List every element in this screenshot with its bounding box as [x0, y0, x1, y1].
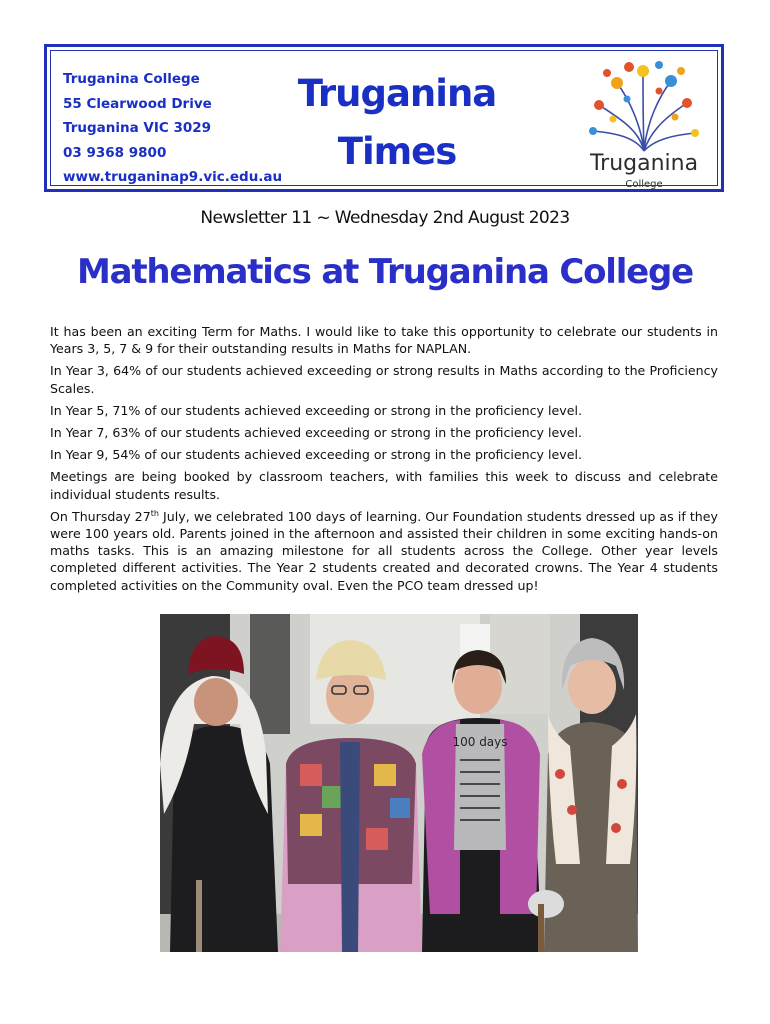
- article-text: On Thursday 27: [50, 508, 151, 524]
- address-website[interactable]: www.truganinap9.vic.edu.au: [63, 169, 283, 185]
- article-body: [50, 323, 718, 599]
- shirt-text: 100 days: [452, 735, 508, 749]
- address-street: 55 Clearwood Drive: [63, 95, 212, 112]
- article-paragraph: It has been an exciting Term for Maths. I would like to take this opportunity to celebrate our students in Years 3, 5, 7 & 9 for their outstanding results in Maths for NAPLAN.: [50, 324, 718, 357]
- college-logo-icon: [577, 59, 711, 154]
- logo-subtitle: College: [625, 179, 663, 190]
- address-suburb: Truganina VIC 3029: [63, 120, 212, 136]
- article-paragraph: Meetings are being booked by classroom teachers, with families this week to discuss and celebrate individual students results.: [50, 469, 718, 502]
- article-headline: Mathematics at Truganina College: [76, 252, 694, 292]
- school-address: [63, 67, 282, 190]
- article-paragraph: In Year 7, 63% of our students achieved exceeding or strong in the proficiency level.: [50, 425, 582, 441]
- address-phone: 03 9368 9800: [63, 144, 167, 161]
- article-paragraph: In Year 9, 54% of our students achieved exceeding or strong in the proficiency level.: [50, 447, 582, 463]
- masthead-inner-border: [50, 50, 718, 190]
- address-school-name: Truganina College: [63, 71, 200, 87]
- masthead: [44, 44, 724, 192]
- ordinal-suffix: th: [150, 508, 159, 518]
- edition-line: Newsletter 11 ~ Wednesday 2nd August 2023: [200, 208, 570, 228]
- article-text: July, we celebrated 100 days of learning. Our Foundation students dressed up as if they were 100 years old. Parents joined in the afternoon and assisted their children in some exciting hands-on maths tasks. This is an amazing milestone for all students across the College. Other year levels completed different activities. The Year 2 students created and decorated crowns. The Year 4 students completed activities on the Community oval. Even the PCO team dressed up!: [50, 508, 718, 593]
- newsletter-title-line2: Times: [337, 130, 457, 173]
- article-paragraph: [50, 508, 718, 594]
- article-paragraph: In Year 5, 71% of our students achieved exceeding or strong in the proficiency level.: [50, 402, 582, 418]
- logo-wordmark: Truganina: [589, 151, 699, 176]
- staff-dressed-as-elderly-photo: [160, 614, 638, 952]
- photo-illustration: [160, 614, 638, 952]
- article-paragraph: In Year 3, 64% of our students achieved exceeding or strong results in Maths according to the Proficiency Scales.: [50, 363, 718, 396]
- newsletter-title: [287, 65, 507, 181]
- newsletter-title-line1: Truganina: [297, 72, 497, 115]
- college-logo: [577, 59, 711, 190]
